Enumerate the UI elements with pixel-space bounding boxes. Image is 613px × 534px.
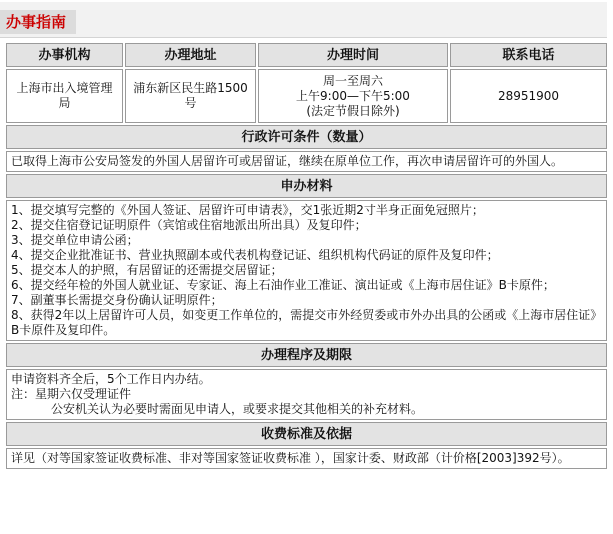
list-item: 6、提交经年检的外国人就业证、专家证、海上石油作业工准证、演出证或《上海市居住证》B卡原件； [11,278,555,292]
header-time: 办理时间 [258,43,448,67]
list-item: 7、副董事长需提交身份确认证明原件； [11,293,223,307]
column-header-row [6,43,607,67]
table-row [6,69,607,123]
conditions-text: 已取得上海市公安局签发的外国人居留许可或居留证，继续在原单位工作，再次申请居留许可的外国人。 [6,151,607,172]
procedure-note-detail: 公安机关认为必要时需面见申请人，或要求提交其他相关的补充材料。 [51,402,424,416]
header-address: 办理地址 [125,43,256,67]
header-phone: 联系电话 [450,43,607,67]
page-title: 办事指南 [0,10,76,34]
list-item: 4、提交企业批准证书、营业执照副本或代表机构登记证、组织机构代码证的原件及复印件； [11,248,499,262]
title-bar [0,2,607,38]
section-header-row [6,343,607,367]
section-header-row [6,125,607,149]
cell-address: 浦东新区民生路1500号 [125,69,256,123]
section-header-row [6,422,607,446]
section-body-row [6,369,607,420]
cell-phone: 28951900 [450,69,607,123]
header-agency: 办事机构 [6,43,123,67]
guide-table [4,41,609,471]
conditions-title: 行政许可条件（数量） [6,125,607,149]
time-line: (法定节假日除外) [306,103,400,118]
fees-title: 收费标准及依据 [6,422,607,446]
time-line: 周一至周六 [322,73,383,88]
procedure-title: 办理程序及期限 [6,343,607,367]
procedure-text [6,369,607,420]
list-item: 2、提交住宿登记证明原件（宾馆或住宿地派出所出具）及复印件； [11,218,367,232]
section-body-row [6,448,607,469]
list-item: 1、提交填写完整的《外国人签证、居留许可申请表》，交1张近期2寸半身正面免冠照片； [11,203,484,217]
procedure-note: 注：星期六仅受理证件 [11,387,132,401]
fees-text: 详见（对等国家签证收费标准、非对等国家签证收费标准 ），国家计委、财政部（计价格[2003]392号）。 [6,448,607,469]
cell-agency: 上海市出入境管理局 [6,69,123,123]
cell-time [258,69,448,123]
procedure-line: 申请资料齐全后，5个工作日内办结。 [11,372,211,386]
list-item: 5、提交本人的护照，有居留证的还需提交居留证； [11,263,283,277]
materials-title: 申办材料 [6,174,607,198]
list-item: 8、获得2年以上居留许可人员，如变更工作单位的，需提交市外经贸委或市外办出具的公函或《上海市居住证》B卡原件及复印件。 [11,308,597,337]
list-item: 3、提交单位申请公函； [11,233,139,247]
materials-list [6,200,607,341]
section-body-row [6,200,607,341]
time-line: 上午9:00—下午5:00 [296,88,410,103]
section-body-row [6,151,607,172]
section-header-row [6,174,607,198]
